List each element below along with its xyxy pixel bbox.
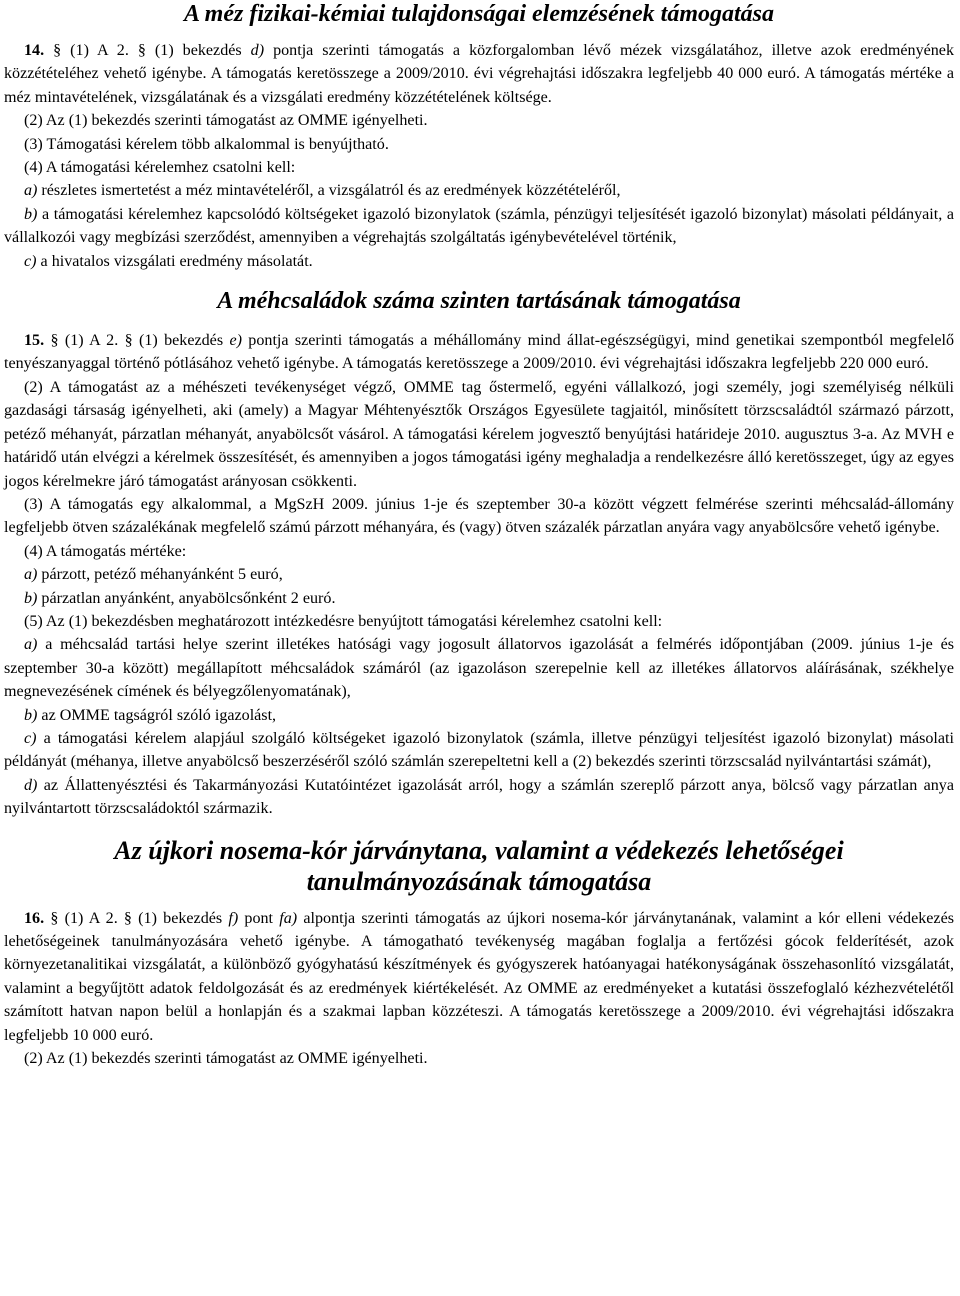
section-number: 14. [24,42,45,59]
section-title-15: A méhcsaládok száma szinten tartásának támogatása [217,288,741,315]
list-item-14-4c: c) a hivatalos vizsgálati eredmény másolatát. [24,252,313,270]
list-item-15-5c: c) a támogatási kérelem alapjául szolgáló költségeket igazoló bizonylatok (számla, illetve pénzügyi teljesítést igazoló bizonylat) másolati példányát (méhanya, illetve anyabölcső beszerzéséről szóló számlán szerepeltetni kell a (2) bekezdés szerinti törzscsalád nyilvántartási számát), [4,729,954,771]
paragraph-14-1: 14. § (1) A 2. § (1) bekezdés d) pontja szerinti támogatás a közforgalomban lévő mézek vizsgálatához, illetve azok eredményének közzétételéhez vehető igénybe. A támogatás keretösszege a 2009/2010. évi végrehajtási időszakra legfeljebb 40 000 euró. A támogatás mértéke a méz mintavételének, vizsgálatának és a vizsgálati eredmény közzétételének költsége. [4,42,954,106]
list-item-15-5b: b) az OMME tagságról szóló igazolást, [24,706,277,724]
paragraph-15-5: (5) Az (1) bekezdésben meghatározott intézkedésre benyújtott támogatási kérelemhez csatolni kell: [24,612,663,630]
list-item-14-4b: b) a támogatási kérelemhez kapcsolódó költségeket igazoló bizonylatok (számla, pénzügyi teljesítését igazoló bizonylat) másolati példányait, a vállalkozói vagy megbízási szerződést, amennyiben a végrehajtás szolgáltatás igénybevételével történik, [4,205,954,247]
paragraph-15-3: (3) A támogatás egy alkalommal, a MgSzH 2009. június 1-je és szeptember 30-a között végzett felmérése szerinti méhcsalád-állomány legfeljebb ötven százalékának megfelelő számú párzott méhanyára, és (vagy) ötven százalék párzatlan anyára vagy anyabölcsőre vehető igénybe. [4,495,954,537]
paragraph-14-3: (3) Támogatási kérelem több alkalommal is benyújtható. [24,135,389,153]
paragraph-16-1: 16. § (1) A 2. § (1) bekezdés f) pont fa) alpontja szerinti támogatás az újkori nosema-kór járványtanának, valamint a kór elleni védekezés lehetőségeinek tanulmányozására vehető igénybe. A támogatható tevékenység magában foglalja a fertőzési gócok felderítését, azok környezetanalitikai vizsgálatát, a különböző gyógyhatású készítmények és gyógyszerek hatóanyagai hatékonyságának összehasonlító vizsgálatát, valamint a begyűjtött adatok feldolgozását és az eredmények kiértékelését. Az OMME az eredményeket a kutatási összefoglaló kézhezvételétől számított hatvan napon belül a honlapján és a szakmai lapban közzéteszi. A támogatás keretösszege a 2009/2010. évi végrehajtási időszakra legfeljebb 10 000 euró. [4,909,954,1044]
paragraph-14-4: (4) A támogatási kérelemhez csatolni kell: [24,159,296,177]
section-number: 16. [24,909,45,927]
paragraph-16-2: (2) Az (1) bekezdés szerinti támogatást az OMME igényelheti. [24,1050,428,1068]
list-item-15-5d: d) az Állattenyésztési és Takarmányozási Kutatóintézet igazolását arról, hogy a számlán szereplő párzott anya, bölcső vagy párzatlan anya nyilvántartott törzscsaládoktól származik. [4,776,954,818]
section-number: 15. [24,332,45,350]
list-item-14-4a: a) részletes ismertetést a méz mintavételéről, a vizsgálatról és az eredmények közzétételéről, [24,182,621,200]
paragraph-15-4: (4) A támogatás mértéke: [24,542,187,560]
paragraph-14-2: (2) Az (1) bekezdés szerinti támogatást az OMME igényelheti. [24,112,428,130]
paragraph-15-2: (2) A támogatást az a méhészeti tevékenységet végző, OMME tag őstermelő, egyéni vállalkozó, jogi személy, jogi személyiség nélküli gazdasági társaság igényelheti, aki (amely) a Magyar Méhtenyésztők Országos Egyesülete tagjaitól, minősített törzscsaládtól származó párzott, petéző méhanyát, párzatlan méhanyát, anyabölcsőt vásárol. A támogatási kérelem jogvesztő benyújtási határideje 2010. augusztus 3-a. Az MVH e határidő után elvégzi a kérelmek összesítését, és amennyiben a jogos támogatási igény meghaladja a rendelkezésre álló keretösszeget, úgy az egyes jogos kérelmekre járó támogatást arányosan csökkenti. [4,378,954,490]
list-item-15-4a: a) párzott, petéző méhanyánként 5 euró, [24,566,283,584]
section-title-14: A méz fizikai-kémiai tulajdonságai elemzésének támogatása [183,1,774,27]
list-item-15-4b: b) párzatlan anyánként, anyabölcsőnként 2 euró. [24,589,336,607]
paragraph-15-1: 15. § (1) A 2. § (1) bekezdés e) pontja szerinti támogatás a méhállomány mind állat-egészségügyi, mind genetikai szempontból megfelelő tenyészanyaggal történő pótlásához vehető igénybe. A támogatás keretösszege a 2009/2010. évi végrehajtási időszakra legfeljebb 220 000 euró. [4,332,954,373]
section-title-16: Az újkori nosema-kór járványtana, valamint a védekezés lehetőségei tanulmányozásának támogatása [114,835,844,896]
list-item-15-5a: a) a méhcsalád tartási helye szerint illetékes hatósági vagy jogosult állatorvos igazolását a felmérés időpontjában (2009. június 1-je és szeptember 30-a között) megállapított méhcsaládok számáról (az igazoláson szerepelnie kell az illetékes állatorvos aláírásának, székhelye megnevezésének címének és bélyegzőlenyomatának), [4,636,954,701]
